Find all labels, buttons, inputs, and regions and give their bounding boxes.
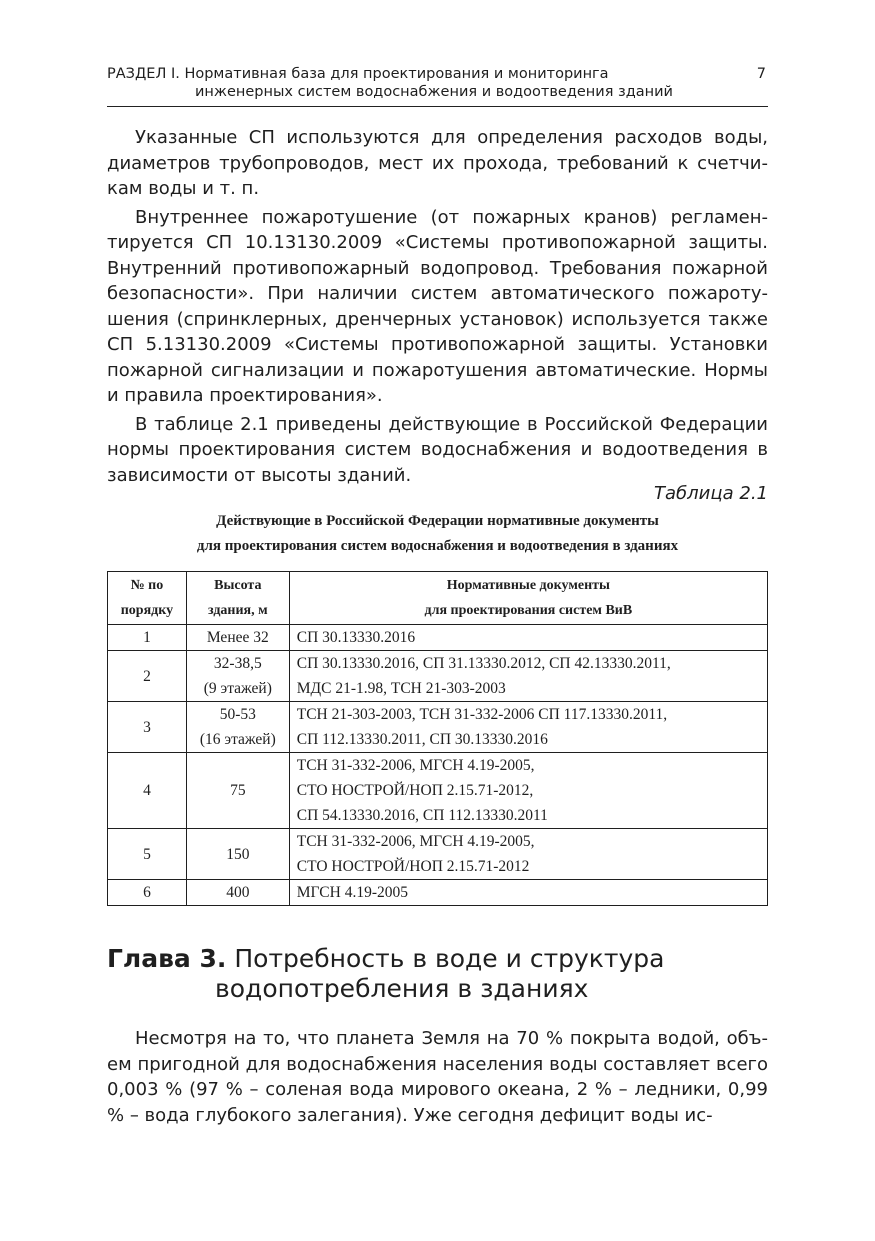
cell-docs: ТСН 31-332-2006, МГСН 4.19-2005, СТО НОСТРОЙ/НОП 2.15.71-2012, СП 54.13330.2016, СП 112.13330.2011 xyxy=(289,753,767,829)
cell-docs: ТСН 31-332-2006, МГСН 4.19-2005, СТО НОСТРОЙ/НОП 2.15.71-2012 xyxy=(289,829,767,880)
header-num: № по порядку xyxy=(108,572,187,625)
chapter-label: Глава 3. xyxy=(107,944,227,973)
section-title-line1: РАЗДЕЛ I. Нормативная база для проектирования и мониторинга xyxy=(107,66,609,82)
page-number: 7 xyxy=(756,66,766,82)
table-caption-line2: для проектирования систем водоснабжения и водоотведения в зданиях xyxy=(196,538,679,554)
chapter-heading xyxy=(107,944,768,1004)
table-caption xyxy=(107,509,768,559)
table-caption-line1: Действующие в Российской Федерации нормативные документы xyxy=(216,513,659,529)
cell-docs: МГСН 4.19-2005 xyxy=(289,880,767,906)
table-row xyxy=(108,880,768,906)
cell-num: 6 xyxy=(108,880,187,906)
cell-docs: СП 30.13330.2016, СП 31.13330.2012, СП 42.13330.2011, МДС 21-1.98, ТСН 21-303-2003 xyxy=(289,651,767,702)
cell-height: 75 xyxy=(186,753,289,829)
section-title-line2: инженерных систем водоснабжения и водоотведения зданий xyxy=(195,84,673,100)
paragraph: В таблице 2.1 приведены действующие в Российской Федерации нормы проектирования систем водоснабжения и водоотведения в зависимости от высоты зданий. xyxy=(107,413,768,486)
table-row xyxy=(108,651,768,702)
cell-height: Менее 32 xyxy=(186,625,289,651)
cell-num: 5 xyxy=(108,829,187,880)
norms-table xyxy=(107,571,768,906)
book-page xyxy=(107,0,768,1241)
table-number: Таблица 2.1 xyxy=(654,483,768,504)
table-row xyxy=(108,829,768,880)
cell-num: 3 xyxy=(108,702,187,753)
cell-docs: СП 30.13330.2016 xyxy=(289,625,767,651)
table-row xyxy=(108,753,768,829)
paragraph: Указанные СП используются для определения расходов воды, диаметров трубопроводов, мест их прохода, требований к счетчикам воды и т. п. xyxy=(107,127,768,199)
body-text-top xyxy=(107,125,768,488)
table-row xyxy=(108,702,768,753)
cell-height: 32-38,5 (9 этажей) xyxy=(186,651,289,702)
table-header-row xyxy=(108,572,768,625)
running-header xyxy=(107,61,768,107)
paragraph: Внутреннее пожаротушение (от пожарных кранов) регламентируется СП 10.13130.2009 «Системы противопожарной защиты. Внутренний противопожарный водопровод. Требования пожарной безопасности». При наличии систем автоматического пожаротушения (спринклерных, дренчерных установок) используется также СП 5.13130.2009 «Системы противопожарной защиты. Установки пожарной сигнализации и пожаротушения автоматические. Нормы и правила проектирования». xyxy=(107,206,768,406)
cell-num: 2 xyxy=(108,651,187,702)
cell-docs: ТСН 21-303-2003, ТСН 31-332-2006 СП 117.13330.2011, СП 112.13330.2011, СП 30.13330.2016 xyxy=(289,702,767,753)
cell-num: 4 xyxy=(108,753,187,829)
cell-height: 150 xyxy=(186,829,289,880)
paragraph: Несмотря на то, что планета Земля на 70 % покрыта водой, объем пригодной для водоснабжения населения воды составляет всего 0,003 % (97 % – соленая вода мирового океана, 2 % – ледники, 0,99 % – вода глубокого залегания). Уже сегодня дефицит воды ис- xyxy=(107,1028,768,1126)
cell-height: 50-53 (16 этажей) xyxy=(186,702,289,753)
chapter-title-line1: Потребность в воде и структура xyxy=(234,944,665,973)
cell-height: 400 xyxy=(186,880,289,906)
chapter-title-line2: водопотребления в зданиях xyxy=(215,974,589,1003)
body-text-bottom xyxy=(107,1026,768,1128)
cell-num: 1 xyxy=(108,625,187,651)
header-height: Высота здания, м xyxy=(186,572,289,625)
table-row xyxy=(108,625,768,651)
header-docs: Нормативные документы для проектирования систем ВиВ xyxy=(289,572,767,625)
